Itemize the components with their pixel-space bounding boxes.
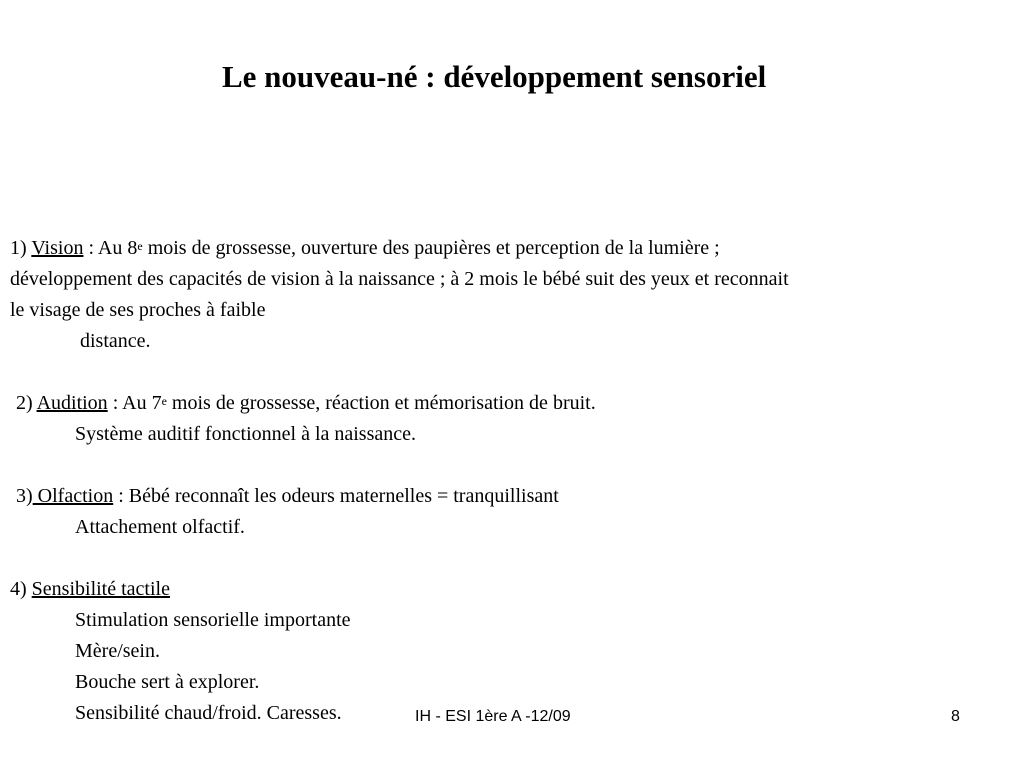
vision-number: 1) [10, 237, 32, 259]
olfaction-heading: Olfaction [32, 485, 114, 507]
vision-intro: : Au 8 [83, 237, 138, 259]
audition-number: 2) [16, 392, 37, 414]
tactile-item: Stimulation sensorielle importante [75, 609, 351, 631]
audition-intro: : Au 7 [107, 392, 162, 414]
audition-line-1 [10, 388, 1015, 419]
slide-body [10, 233, 1015, 729]
vision-sup: e [137, 239, 143, 253]
vision-heading: Vision [31, 237, 84, 259]
tactile-line-1 [10, 574, 1015, 605]
spacer [10, 357, 1015, 388]
slide-title: Le nouveau-né : développement sensoriel [222, 59, 767, 94]
olfaction-line-2: Attachement olfactif. [75, 516, 245, 538]
spacer [10, 543, 1015, 574]
audition-line-1-rest: mois de grossesse, réaction et mémorisation de bruit. [166, 392, 596, 414]
vision-line-1-rest: mois de grossesse, ouverture des paupières et perception de la lumière ; [142, 237, 720, 259]
footer-text: IH - ESI 1ère A -12/09 [415, 708, 571, 725]
audition-sup: e [161, 394, 167, 408]
tactile-number: 4) [10, 578, 32, 600]
page-number: 8 [951, 708, 960, 725]
tactile-heading: Sensibilité tactile [31, 578, 170, 600]
vision-line-1 [10, 233, 1015, 264]
vision-line-2: développement des capacités de vision à la naissance ; à 2 mois le bébé suit des yeux et reconnait [10, 268, 789, 290]
spacer [10, 450, 1015, 481]
olfaction-number: 3) [16, 485, 33, 507]
tactile-item: Sensibilité chaud/froid. Caresses. [75, 702, 342, 724]
olfaction-line-1-rest: : Bébé reconnaît les odeurs maternelles = tranquillisant [113, 485, 559, 507]
tactile-item: Mère/sein. [75, 640, 160, 662]
vision-line-3: le visage de ses proches à faible [10, 299, 266, 321]
vision-line-4: distance. [80, 330, 151, 352]
audition-heading: Audition [36, 392, 108, 414]
olfaction-line-1 [10, 481, 1015, 512]
audition-line-2: Système auditif fonctionnel à la naissance. [75, 423, 417, 445]
tactile-item: Bouche sert à explorer. [75, 671, 260, 693]
